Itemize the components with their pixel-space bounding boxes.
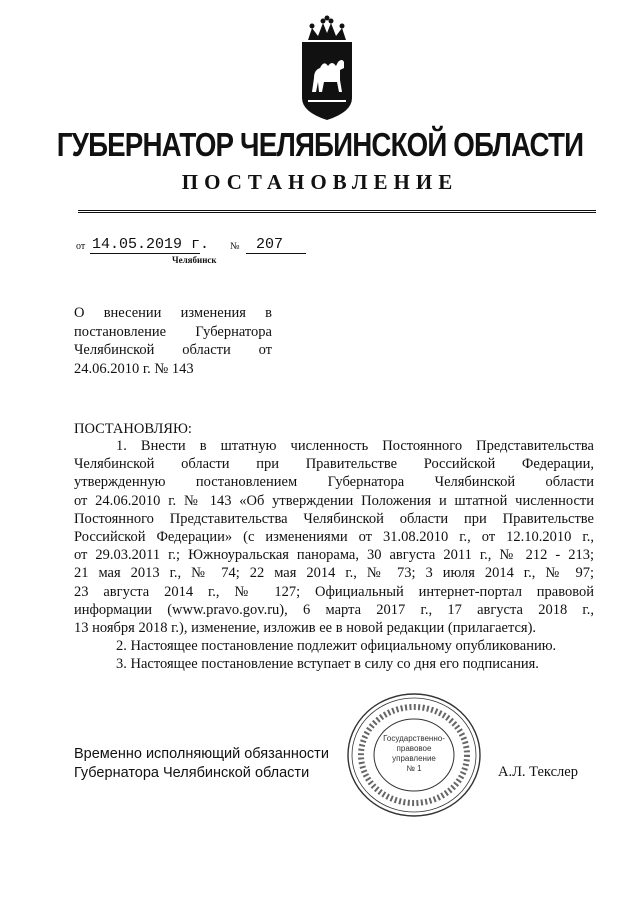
body-line: 2. Настоящее постановление подлежит официальному опубликованию. [116,638,557,655]
body-line: 13 ноября 2018 г.), изменение, изложив ее в новой редакции (прилагается). [74,620,537,637]
subject-line: постановление Губернатора [74,323,272,340]
signatory-position [74,745,329,782]
coat-of-arms-emblem [294,14,360,122]
city-name: Челябинск [172,255,217,265]
seal-inner-line: правовое [396,744,432,753]
number-underline [246,253,306,254]
seal-inner-line: № 1 [406,764,422,773]
document-subject [74,304,272,378]
body-line: 3. Настоящее постановление вступает в силу со дня его подписания. [116,656,539,673]
date-underline [90,253,200,254]
body-line: 1. Внести в штатную численность Постоянного Представительства [116,438,594,454]
body-line: Челябинской области при Правительстве Российской Федерации, [74,456,594,473]
date-prefix: от [76,241,86,252]
governor-title: ГУБЕРНАТОР ЧЕЛЯБИНСКОЙ ОБЛАСТИ [56,126,584,163]
seal-inner-line: Государственно- [383,734,445,743]
seal-inner-line: управление [392,754,436,763]
document-date: 14.05.2019 г. [92,236,210,253]
body-line: Российской Федерации» (с изменениями от 31.08.2010 г., от 12.10.2010 г., [74,529,594,546]
subject-line: Челябинской области от [74,342,272,358]
document-number: 207 [256,236,284,253]
document-kind: ПОСТАНОВЛЕНИЕ [181,170,459,194]
decree-word: ПОСТАНОВЛЯЮ: [74,421,192,437]
body-line: информации (www.pravo.gov.ru), 6 марта 2017 г., 17 августа 2018 г., [74,601,594,618]
subject-line: О внесении изменения в [74,305,272,321]
header-divider [78,210,596,213]
body-line: от 29.03.2011 г.; Южноуральская панорама, 30 августа 2011 г., № 212 - 213; [74,547,594,564]
number-prefix: № [230,241,240,252]
document-body [74,437,594,674]
body-line: Постоянного Представительства Челябинской области при Правительстве [74,510,594,527]
body-line: от 24.06.2010 г. № 143 «Об утверждении Положения и штатной численности [74,492,594,509]
signatory-position-line: Губернатора Челябинской области [74,764,310,781]
signatory-name: А.Л. Текслер [498,764,578,780]
subject-line: 24.06.2010 г. № 143 [74,360,194,377]
body-line: утвержденную постановлением Губернатора Челябинской области [74,474,594,491]
signatory-position-line: Временно исполняющий обязанности [74,746,329,762]
body-line: 23 августа 2014 г., № 127; Официальный интернет-портал правовой [74,583,594,600]
body-line: 21 мая 2013 г., № 74; 22 мая 2014 г., № 73; 3 июля 2014 г., № 97; [74,565,594,582]
official-seal-stamp [344,690,484,820]
